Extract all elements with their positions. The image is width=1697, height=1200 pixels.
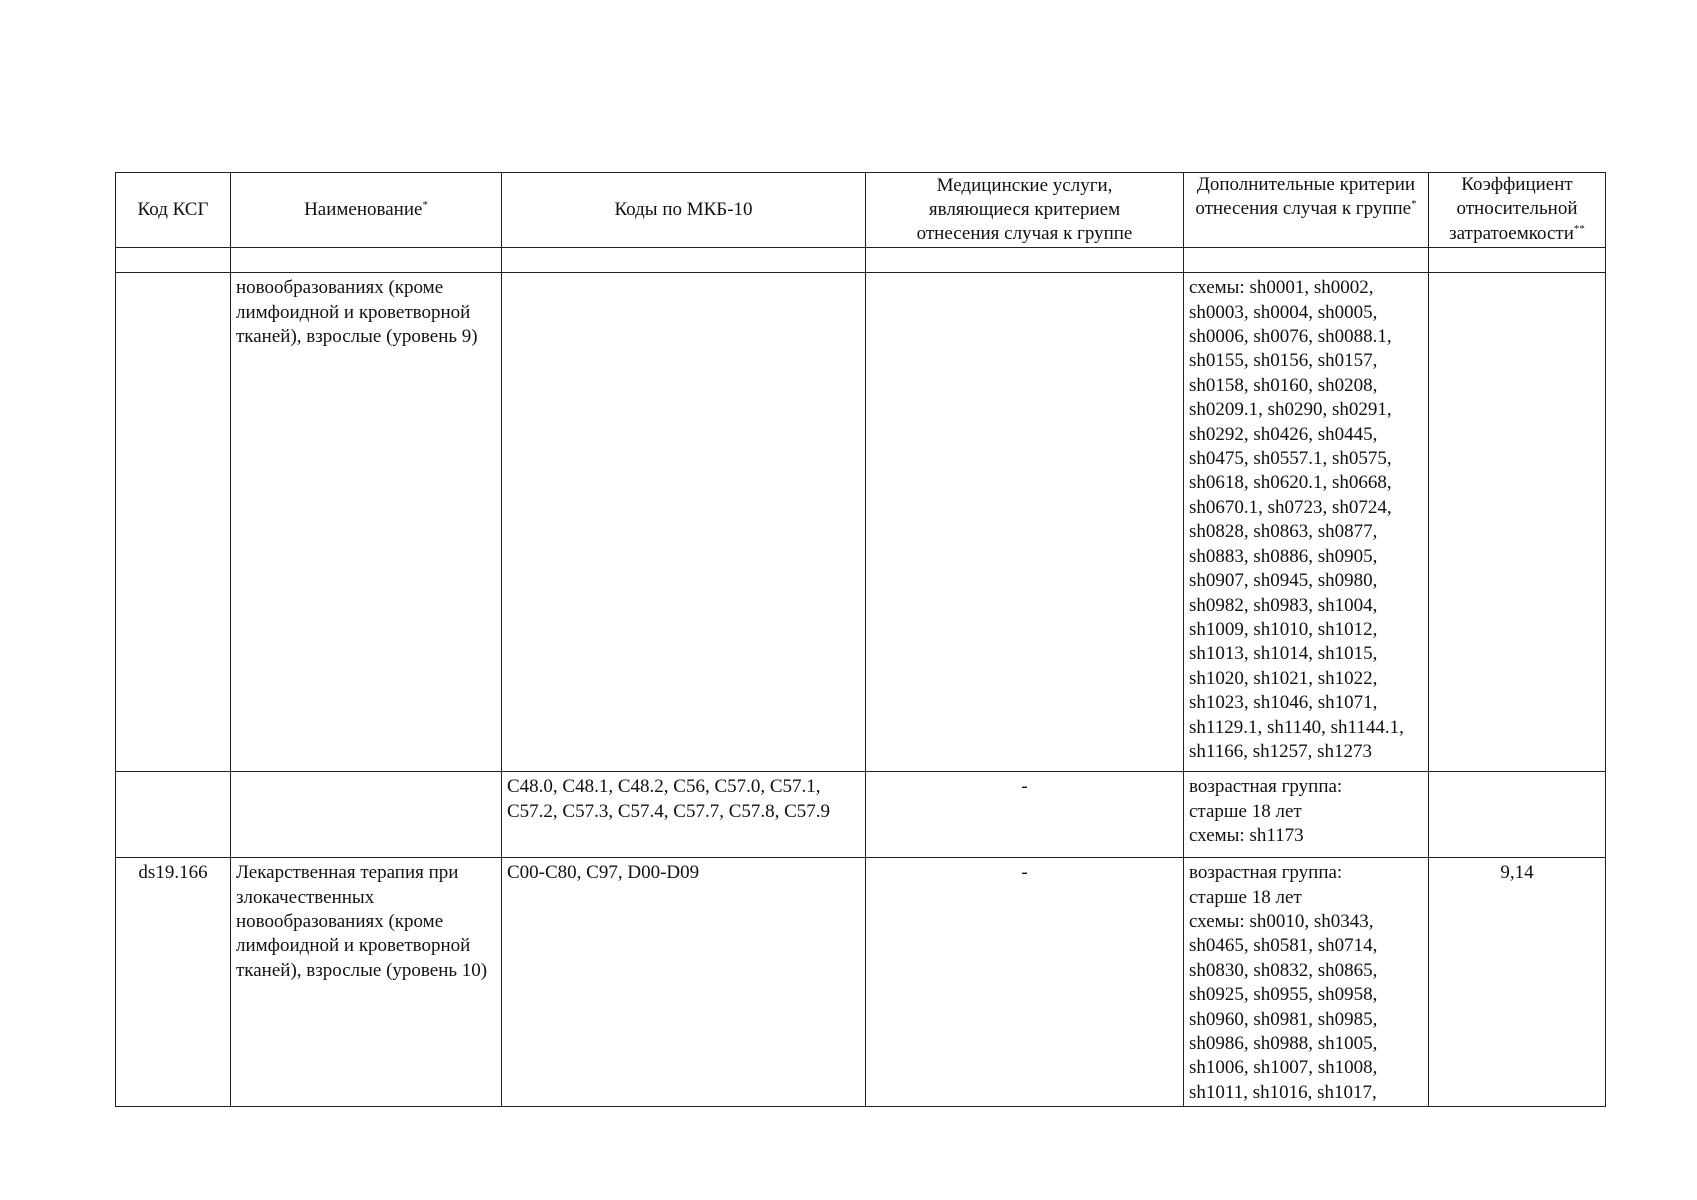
- cell-code: [116, 273, 231, 772]
- cell-coef: [1429, 273, 1606, 772]
- cell-mkb: [502, 273, 866, 772]
- header-name: Наименование*: [231, 173, 502, 248]
- criteria-line: sh0465, sh0581, sh0714,: [1189, 935, 1378, 957]
- criteria-line: sh0003, sh0004, sh0005,: [1189, 301, 1378, 323]
- criteria-line: sh1166, sh1257, sh1273: [1189, 740, 1372, 762]
- cell-services: -: [866, 858, 1184, 1107]
- cell-name: [231, 772, 502, 858]
- cell-code: [116, 772, 231, 858]
- criteria-line: sh1020, sh1021, sh1022,: [1189, 667, 1378, 689]
- header-mkb: Коды по МКБ-10: [502, 173, 866, 248]
- criteria-line: схемы: sh1173: [1189, 825, 1304, 847]
- table-row: [116, 273, 1606, 772]
- criteria-line: sh0830, sh0832, sh0865,: [1189, 959, 1378, 981]
- cell-code: ds19.166: [116, 858, 231, 1107]
- criteria-line: старше 18 лет: [1189, 886, 1302, 908]
- criteria-line: sh0982, sh0983, sh1004,: [1189, 594, 1378, 616]
- table-row: [116, 858, 1606, 1107]
- cell-criteria: [1184, 273, 1429, 772]
- criteria-line: sh0907, sh0945, sh0980,: [1189, 570, 1378, 592]
- criteria-line: sh1013, sh1014, sh1015,: [1189, 643, 1378, 665]
- header-criteria: Дополнительные критерии отнесения случая к группе*: [1184, 173, 1429, 248]
- cell-criteria: [1184, 858, 1429, 1107]
- header-coef: Коэффициент относительной затратоемкости**: [1429, 173, 1606, 248]
- cell-name: новообразованиях (кроме лимфоидной и кроветворной тканей), взрослые (уровень 9): [231, 273, 502, 772]
- criteria-line: старше 18 лет: [1189, 800, 1302, 822]
- cell-criteria: [1184, 772, 1429, 858]
- criteria-line: возрастная группа:: [1189, 862, 1343, 884]
- criteria-line: sh0986, sh0988, sh1005,: [1189, 1033, 1378, 1055]
- footnote-mark: *: [422, 198, 428, 211]
- cell-mkb: C00-C80, C97, D00-D09: [502, 858, 866, 1107]
- criteria-line: схемы: sh0001, sh0002,: [1189, 277, 1374, 299]
- criteria-line: sh0158, sh0160, sh0208,: [1189, 374, 1378, 396]
- table-row: [116, 772, 1606, 858]
- footnote-mark: **: [1573, 222, 1585, 235]
- criteria-line: sh0883, sh0886, sh0905,: [1189, 545, 1378, 567]
- cell-mkb: [502, 772, 866, 858]
- cell-coef: 9,14: [1429, 858, 1606, 1107]
- criteria-line: sh0670.1, sh0723, sh0724,: [1189, 496, 1392, 518]
- criteria-line: sh0960, sh0981, sh0985,: [1189, 1008, 1378, 1030]
- criteria-line: схемы: sh0010, sh0343,: [1189, 911, 1374, 933]
- criteria-line: sh0155, sh0156, sh0157,: [1189, 350, 1378, 372]
- criteria-line: sh0006, sh0076, sh0088.1,: [1189, 326, 1392, 348]
- criteria-line: sh1009, sh1010, sh1012,: [1189, 618, 1378, 640]
- criteria-line: sh0925, sh0955, sh0958,: [1189, 984, 1378, 1006]
- criteria-line: sh1129.1, sh1140, sh1144.1,: [1189, 716, 1404, 738]
- criteria-line: возрастная группа:: [1189, 776, 1343, 798]
- criteria-line: sh0618, sh0620.1, sh0668,: [1189, 472, 1392, 494]
- criteria-line: sh1006, sh1007, sh1008,: [1189, 1057, 1378, 1079]
- cell-coef: [1429, 772, 1606, 858]
- header-row: [116, 173, 1606, 248]
- cell-services: [866, 273, 1184, 772]
- mkb-line: C48.0, C48.1, C48.2, C56, C57.0, C57.1,: [507, 776, 821, 798]
- ksg-table: [115, 172, 1606, 1107]
- footnote-mark: *: [1411, 198, 1417, 211]
- header-code: Код КСГ: [116, 173, 231, 248]
- mkb-line: C57.2, C57.3, C57.4, C57.7, C57.8, C57.9: [507, 800, 831, 822]
- cell-name: Лекарственная терапия при злокачественных новообразованиях (кроме лимфоидной и кроветворной тканей), взрослые (уровень 10): [231, 858, 502, 1107]
- criteria-line: sh1011, sh1016, sh1017,: [1189, 1081, 1377, 1103]
- header-services: Медицинские услуги, являющиеся критерием отнесения случая к группе: [866, 173, 1184, 248]
- criteria-line: sh0475, sh0557.1, sh0575,: [1189, 448, 1392, 470]
- criteria-line: sh0209.1, sh0290, sh0291,: [1189, 399, 1392, 421]
- criteria-line: sh0828, sh0863, sh0877,: [1189, 521, 1378, 543]
- cell-services: -: [866, 772, 1184, 858]
- criteria-line: sh0292, sh0426, sh0445,: [1189, 423, 1378, 445]
- criteria-line: sh1023, sh1046, sh1071,: [1189, 692, 1378, 714]
- spacer-row: [116, 248, 1606, 273]
